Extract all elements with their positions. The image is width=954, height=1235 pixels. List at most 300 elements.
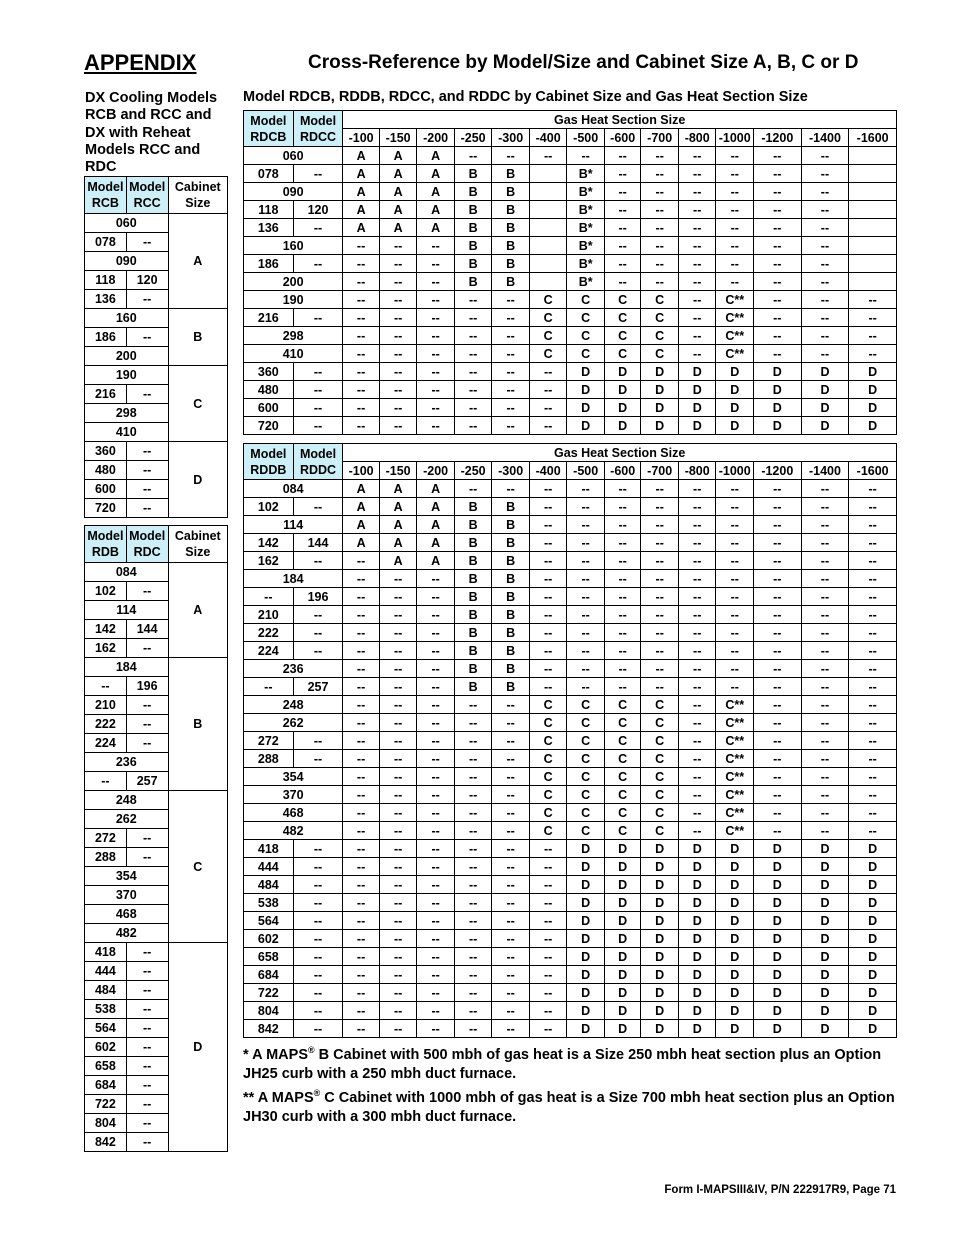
cabinet-cell: --: [604, 255, 641, 273]
model-cell: 210: [85, 696, 127, 715]
cabinet-cell: --: [379, 624, 417, 642]
cabinet-cell: C: [567, 768, 605, 786]
cabinet-cell: D: [801, 381, 849, 399]
cabinet-cell: --: [716, 237, 754, 255]
cabinet-cell: --: [716, 534, 754, 552]
cabinet-cell: --: [801, 714, 849, 732]
model-cell: 060: [244, 147, 343, 165]
model-cell: --: [126, 385, 168, 404]
table-row: [244, 912, 897, 930]
model-cell: --: [293, 498, 343, 516]
cabinet-cell: C: [567, 786, 605, 804]
cabinet-cell: --: [417, 345, 455, 363]
cabinet-cell: C: [604, 291, 641, 309]
model-cell: 444: [244, 858, 294, 876]
cabinet-cell: D: [716, 876, 754, 894]
table-row: [85, 791, 228, 810]
cabinet-cell: --: [716, 183, 754, 201]
cabinet-cell: --: [417, 660, 455, 678]
cabinet-cell: --: [417, 912, 455, 930]
cabinet-cell: --: [801, 606, 849, 624]
cabinet-cell: --: [379, 273, 417, 291]
cabinet-cell: --: [529, 966, 567, 984]
cabinet-cell: --: [678, 219, 716, 237]
cabinet-cell: B: [454, 165, 492, 183]
cabinet-cell: --: [343, 696, 380, 714]
cabinet-cell: B: [454, 660, 492, 678]
cabinet-cell: C: [529, 804, 567, 822]
cabinet-cell: D: [567, 1002, 605, 1020]
cabinet-cell: --: [678, 750, 716, 768]
cabinet-cell: --: [417, 768, 455, 786]
cabinet-cell: --: [801, 804, 849, 822]
cabinet-cell: C: [567, 804, 605, 822]
model-cell: --: [126, 981, 168, 1000]
cabinet-cell: --: [753, 309, 801, 327]
cabinet-cell: --: [801, 570, 849, 588]
model-cell: 262: [85, 810, 169, 829]
cabinet-cell: --: [492, 1002, 530, 1020]
cabinet-cell: D: [753, 858, 801, 876]
cabinet-cell: --: [454, 786, 492, 804]
model-cell: --: [244, 588, 294, 606]
side-table-heading: DX Cooling Models RCB and RCC and DX with Reheat Models RCC and RDC: [85, 90, 218, 176]
cabinet-cell: [849, 237, 897, 255]
cabinet-cell: D: [567, 399, 605, 417]
cabinet-cell: --: [753, 255, 801, 273]
table-row: [244, 1002, 897, 1020]
cabinet-cell: D: [753, 948, 801, 966]
cabinet-cell: --: [849, 804, 897, 822]
cabinet-cell: --: [716, 552, 754, 570]
cabinet-cell: --: [379, 1002, 417, 1020]
model-cell: --: [126, 328, 168, 347]
cabinet-cell: --: [492, 768, 530, 786]
table-row: [244, 714, 897, 732]
cabinet-cell: B: [492, 201, 530, 219]
cabinet-cell: --: [379, 381, 417, 399]
cabinet-cell: D: [567, 1020, 605, 1038]
cabinet-cell: --: [753, 534, 801, 552]
cabinet-cell: C: [604, 822, 641, 840]
cabinet-cell: --: [492, 804, 530, 822]
cabinet-cell: --: [417, 1020, 455, 1038]
model-cell: 160: [244, 237, 343, 255]
cabinet-cell: --: [641, 552, 679, 570]
cabinet-cell: B: [454, 273, 492, 291]
model-cell: 262: [244, 714, 343, 732]
table-row: [244, 984, 897, 1002]
cabinet-cell: --: [849, 660, 897, 678]
main-table-heading: Model RDCB, RDDB, RDCC, and RDDC by Cabinet Size and Gas Heat Section Size: [243, 89, 808, 105]
cabinet-cell: [529, 201, 567, 219]
cabinet-cell: --: [379, 984, 417, 1002]
cabinet-cell: --: [379, 930, 417, 948]
cabinet-cell: D: [604, 912, 641, 930]
table-row: [244, 363, 897, 381]
cabinet-cell: --: [567, 588, 605, 606]
cabinet-cell: --: [567, 480, 605, 498]
cabinet-cell: --: [529, 399, 567, 417]
cabinet-cell: --: [604, 678, 641, 696]
cabinet-cell: C**: [716, 696, 754, 714]
cabinet-cell: --: [801, 498, 849, 516]
cabinet-cell: [849, 165, 897, 183]
cabinet-cell: D: [604, 1020, 641, 1038]
cabinet-cell: D: [716, 840, 754, 858]
cabinet-cell: D: [567, 363, 605, 381]
cabinet-cell: --: [417, 966, 455, 984]
cabinet-cell: C: [529, 345, 567, 363]
cabinet-cell: --: [753, 273, 801, 291]
cabinet-cell: --: [849, 345, 897, 363]
cabinet-cell: D: [801, 966, 849, 984]
cabinet-cell: A: [379, 552, 417, 570]
model-cell: --: [293, 606, 343, 624]
model-cell: 288: [85, 848, 127, 867]
table-row: [85, 658, 228, 677]
cabinet-cell: --: [801, 255, 849, 273]
cabinet-cell: --: [753, 588, 801, 606]
cabinet-cell: D: [641, 966, 679, 984]
cabinet-size-cell: A: [168, 563, 227, 658]
cabinet-cell: --: [343, 840, 380, 858]
cabinet-cell: D: [753, 399, 801, 417]
cabinet-cell: C: [641, 309, 679, 327]
cabinet-cell: D: [604, 876, 641, 894]
model-cell: --: [126, 1133, 168, 1152]
cabinet-cell: C: [641, 732, 679, 750]
cabinet-cell: --: [417, 624, 455, 642]
model-cell: 114: [85, 601, 169, 620]
model-cell: --: [126, 1000, 168, 1019]
cabinet-cell: --: [492, 381, 530, 399]
cabinet-cell: --: [454, 804, 492, 822]
table-row: [244, 570, 897, 588]
cabinet-cell: --: [801, 201, 849, 219]
cabinet-cell: --: [849, 606, 897, 624]
cabinet-cell: --: [529, 516, 567, 534]
table-row: [244, 588, 897, 606]
cabinet-cell: --: [678, 552, 716, 570]
cabinet-cell: D: [567, 417, 605, 435]
cabinet-cell: --: [678, 714, 716, 732]
table-row: [244, 642, 897, 660]
cabinet-cell: B: [492, 255, 530, 273]
cabinet-cell: --: [753, 786, 801, 804]
cabinet-cell: D: [716, 858, 754, 876]
model-cell: --: [126, 1114, 168, 1133]
cabinet-cell: --: [492, 858, 530, 876]
cabinet-cell: --: [753, 606, 801, 624]
table-row: [244, 732, 897, 750]
appendix-heading: APPENDIX: [84, 50, 197, 75]
cabinet-cell: --: [801, 786, 849, 804]
cabinet-cell: --: [678, 588, 716, 606]
cabinet-cell: B*: [567, 237, 605, 255]
cabinet-cell: D: [641, 381, 679, 399]
cabinet-cell: --: [753, 552, 801, 570]
model-cell: 482: [85, 924, 169, 943]
cabinet-cell: B: [454, 642, 492, 660]
cabinet-cell: --: [492, 147, 530, 165]
cabinet-cell: D: [604, 858, 641, 876]
cabinet-cell: --: [641, 183, 679, 201]
cabinet-cell: --: [801, 147, 849, 165]
cabinet-cell: --: [801, 183, 849, 201]
model-cell: --: [293, 552, 343, 570]
model-cell: 684: [244, 966, 294, 984]
cabinet-cell: D: [801, 1002, 849, 1020]
cabinet-cell: --: [716, 255, 754, 273]
model-cell: --: [126, 290, 168, 309]
cabinet-cell: --: [454, 399, 492, 417]
cabinet-cell: B: [454, 552, 492, 570]
cabinet-cell: --: [753, 237, 801, 255]
gas-size-header: -1000: [716, 462, 754, 480]
cabinet-cell: --: [454, 345, 492, 363]
cabinet-cell: --: [343, 786, 380, 804]
cabinet-cell: A: [343, 219, 380, 237]
model-cell: --: [293, 624, 343, 642]
cabinet-cell: --: [529, 363, 567, 381]
cabinet-cell: --: [753, 660, 801, 678]
cabinet-cell: --: [801, 273, 849, 291]
model-cell: 248: [85, 791, 169, 810]
cabinet-cell: --: [678, 696, 716, 714]
table-row: [244, 930, 897, 948]
table-row: [244, 966, 897, 984]
cabinet-cell: D: [801, 417, 849, 435]
cabinet-cell: D: [849, 966, 897, 984]
cabinet-cell: --: [529, 624, 567, 642]
cabinet-cell: --: [492, 399, 530, 417]
cabinet-cell: C: [641, 345, 679, 363]
cabinet-cell: --: [343, 930, 380, 948]
cabinet-cell: C: [604, 768, 641, 786]
cabinet-cell: C**: [716, 327, 754, 345]
cabinet-cell: --: [678, 570, 716, 588]
side-table-rcb-rcc: [84, 176, 228, 518]
table-row: [244, 876, 897, 894]
cabinet-cell: B: [492, 570, 530, 588]
cabinet-cell: --: [641, 642, 679, 660]
cabinet-cell: --: [849, 624, 897, 642]
cabinet-cell: --: [641, 219, 679, 237]
cabinet-cell: A: [379, 165, 417, 183]
cabinet-cell: D: [678, 966, 716, 984]
cabinet-cell: C: [641, 786, 679, 804]
cabinet-cell: C: [604, 732, 641, 750]
cabinet-cell: A: [417, 480, 455, 498]
cabinet-cell: --: [529, 498, 567, 516]
cabinet-cell: D: [678, 912, 716, 930]
model-cell: 222: [85, 715, 127, 734]
cabinet-cell: --: [529, 1020, 567, 1038]
cabinet-cell: --: [716, 570, 754, 588]
cabinet-cell: B: [454, 678, 492, 696]
cabinet-cell: --: [801, 642, 849, 660]
cabinet-cell: D: [604, 948, 641, 966]
model-cell: --: [293, 984, 343, 1002]
model-cell: --: [126, 848, 168, 867]
model-cell: 184: [244, 570, 343, 588]
cabinet-cell: --: [492, 912, 530, 930]
cabinet-cell: B: [492, 624, 530, 642]
cabinet-cell: --: [801, 822, 849, 840]
model-cell: 257: [126, 772, 168, 791]
model-cell: 118: [85, 271, 127, 290]
cabinet-cell: --: [454, 894, 492, 912]
cabinet-cell: --: [529, 570, 567, 588]
cabinet-cell: --: [678, 165, 716, 183]
cabinet-cell: A: [379, 498, 417, 516]
gas-size-header: -300: [492, 129, 530, 147]
cabinet-cell: B: [454, 201, 492, 219]
cabinet-cell: D: [604, 381, 641, 399]
table-row: [244, 696, 897, 714]
cabinet-cell: --: [379, 345, 417, 363]
model-cell: 078: [244, 165, 294, 183]
cabinet-cell: C: [641, 327, 679, 345]
cabinet-cell: --: [343, 327, 380, 345]
cabinet-cell: --: [379, 588, 417, 606]
cabinet-cell: D: [801, 363, 849, 381]
cabinet-cell: C: [641, 714, 679, 732]
cabinet-cell: --: [529, 417, 567, 435]
cabinet-cell: --: [417, 840, 455, 858]
gas-size-header: -1400: [801, 129, 849, 147]
gas-size-header: -500: [567, 462, 605, 480]
table-row: [85, 563, 228, 582]
model-cell: 184: [85, 658, 169, 677]
model-cell: 804: [85, 1114, 127, 1133]
cabinet-cell: D: [678, 858, 716, 876]
model-cell: --: [126, 1057, 168, 1076]
cabinet-cell: --: [753, 147, 801, 165]
model-cell: 418: [85, 943, 127, 962]
cabinet-cell: D: [641, 930, 679, 948]
cabinet-cell: C: [529, 822, 567, 840]
cabinet-cell: --: [343, 678, 380, 696]
column-header: Model RCC: [126, 177, 168, 214]
cabinet-cell: D: [849, 984, 897, 1002]
cabinet-cell: --: [678, 534, 716, 552]
cabinet-cell: --: [753, 714, 801, 732]
cabinet-cell: D: [567, 876, 605, 894]
cabinet-cell: D: [849, 1002, 897, 1020]
model-cell: --: [126, 943, 168, 962]
cabinet-cell: C: [604, 750, 641, 768]
cabinet-cell: --: [417, 894, 455, 912]
cabinet-cell: D: [716, 399, 754, 417]
cabinet-cell: [529, 273, 567, 291]
cabinet-cell: C: [604, 714, 641, 732]
cabinet-cell: D: [641, 1002, 679, 1020]
cabinet-cell: --: [454, 732, 492, 750]
cabinet-cell: B: [492, 588, 530, 606]
table-row: [85, 214, 228, 233]
cabinet-cell: --: [343, 660, 380, 678]
cabinet-cell: --: [641, 624, 679, 642]
cabinet-cell: --: [492, 732, 530, 750]
cabinet-cell: A: [379, 534, 417, 552]
cabinet-cell: --: [641, 534, 679, 552]
model-cell: --: [293, 1020, 343, 1038]
cabinet-cell: --: [567, 570, 605, 588]
cabinet-cell: --: [801, 588, 849, 606]
model-cell: --: [126, 461, 168, 480]
model-cell: 298: [85, 404, 169, 423]
table-row: [244, 165, 897, 183]
model-cell: 538: [244, 894, 294, 912]
cabinet-cell: --: [604, 183, 641, 201]
model-cell: 272: [85, 829, 127, 848]
cabinet-cell: --: [343, 750, 380, 768]
cabinet-cell: A: [417, 201, 455, 219]
table-row: [244, 327, 897, 345]
model-cell: 224: [244, 642, 294, 660]
cabinet-cell: --: [343, 642, 380, 660]
table-row: [244, 1020, 897, 1038]
cabinet-cell: --: [567, 498, 605, 516]
cabinet-cell: A: [343, 480, 380, 498]
cabinet-cell: --: [678, 255, 716, 273]
cabinet-cell: --: [454, 876, 492, 894]
cabinet-cell: --: [753, 642, 801, 660]
cabinet-cell: B: [492, 534, 530, 552]
cabinet-cell: --: [492, 822, 530, 840]
cabinet-cell: --: [454, 966, 492, 984]
cabinet-cell: D: [678, 876, 716, 894]
cabinet-cell: --: [454, 696, 492, 714]
model-cell: --: [85, 677, 127, 696]
model-cell: 602: [85, 1038, 127, 1057]
cabinet-cell: --: [801, 480, 849, 498]
cabinet-cell: --: [379, 714, 417, 732]
model-cell: 084: [244, 480, 343, 498]
cabinet-cell: --: [849, 552, 897, 570]
table-row: [244, 804, 897, 822]
model-cell: 480: [244, 381, 294, 399]
gas-size-header: -200: [417, 462, 455, 480]
cabinet-cell: C**: [716, 732, 754, 750]
cabinet-cell: --: [417, 273, 455, 291]
table-row: [85, 442, 228, 461]
model-cell: 418: [244, 840, 294, 858]
cabinet-cell: --: [716, 588, 754, 606]
cabinet-cell: D: [753, 876, 801, 894]
model-cell: --: [293, 930, 343, 948]
model-cell: --: [126, 1076, 168, 1095]
gas-size-header: -250: [454, 129, 492, 147]
cabinet-cell: A: [379, 183, 417, 201]
cabinet-cell: --: [604, 534, 641, 552]
cabinet-cell: --: [379, 768, 417, 786]
cabinet-cell: --: [849, 750, 897, 768]
cabinet-cell: --: [716, 624, 754, 642]
cabinet-cell: --: [604, 624, 641, 642]
cabinet-cell: C: [529, 309, 567, 327]
cabinet-cell: C**: [716, 822, 754, 840]
cabinet-cell: A: [417, 183, 455, 201]
cabinet-cell: --: [343, 552, 380, 570]
cabinet-cell: --: [567, 516, 605, 534]
cabinet-cell: --: [417, 732, 455, 750]
table-row: [244, 750, 897, 768]
cabinet-cell: --: [753, 678, 801, 696]
cabinet-cell: --: [604, 165, 641, 183]
